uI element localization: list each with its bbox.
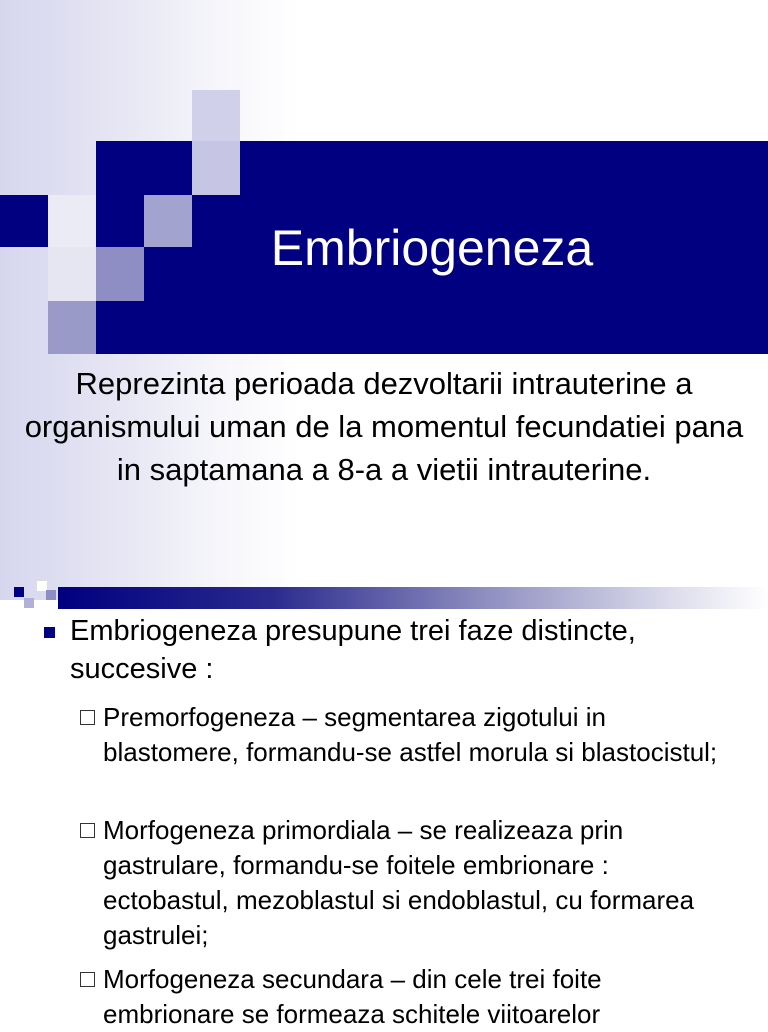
decor-square (14, 587, 24, 597)
sub-item-text: Morfogeneza secundara – din cele trei foite embrionare se formeaza schitele viitoarelor (103, 964, 602, 1029)
sub-item-text: Morfogeneza primordiala – se realizeaza prin gastrulare, formandu-se foitele embrionare : ectobastul, mezoblastul si endoblastul, cu formarea gastrulei; (103, 815, 695, 950)
decor-square (48, 301, 96, 354)
hollow-square-bullet-icon (80, 972, 95, 987)
slide-subtitle: Reprezinta perioada dezvoltarii intrauterine a organismului uman de la momentul fecundatiei pana in saptamana a 8-a a vietii intrauterine. (24, 366, 744, 487)
bullet-text: Embriogeneza presupune trei faze distincte, succesive : (70, 615, 636, 685)
divider-bar (58, 587, 768, 609)
bullet-item (44, 612, 744, 688)
hollow-square-bullet-icon (80, 823, 95, 838)
decor-square (24, 598, 34, 608)
decor-square (0, 195, 48, 247)
decor-square (46, 590, 56, 600)
decor-square (48, 247, 96, 301)
square-bullet-icon (44, 627, 55, 638)
decor-square (48, 195, 96, 247)
sub-item-text: Premorfogeneza – segmentarea zigotului in blastomere, formandu-se astfel morula si blastocistul; (103, 702, 718, 767)
sub-item (80, 700, 720, 770)
decor-square (192, 90, 240, 141)
sub-item (80, 962, 720, 1032)
hollow-square-bullet-icon (80, 710, 95, 725)
sub-item (80, 813, 720, 953)
slide-title: Embriogeneza (270, 219, 594, 276)
